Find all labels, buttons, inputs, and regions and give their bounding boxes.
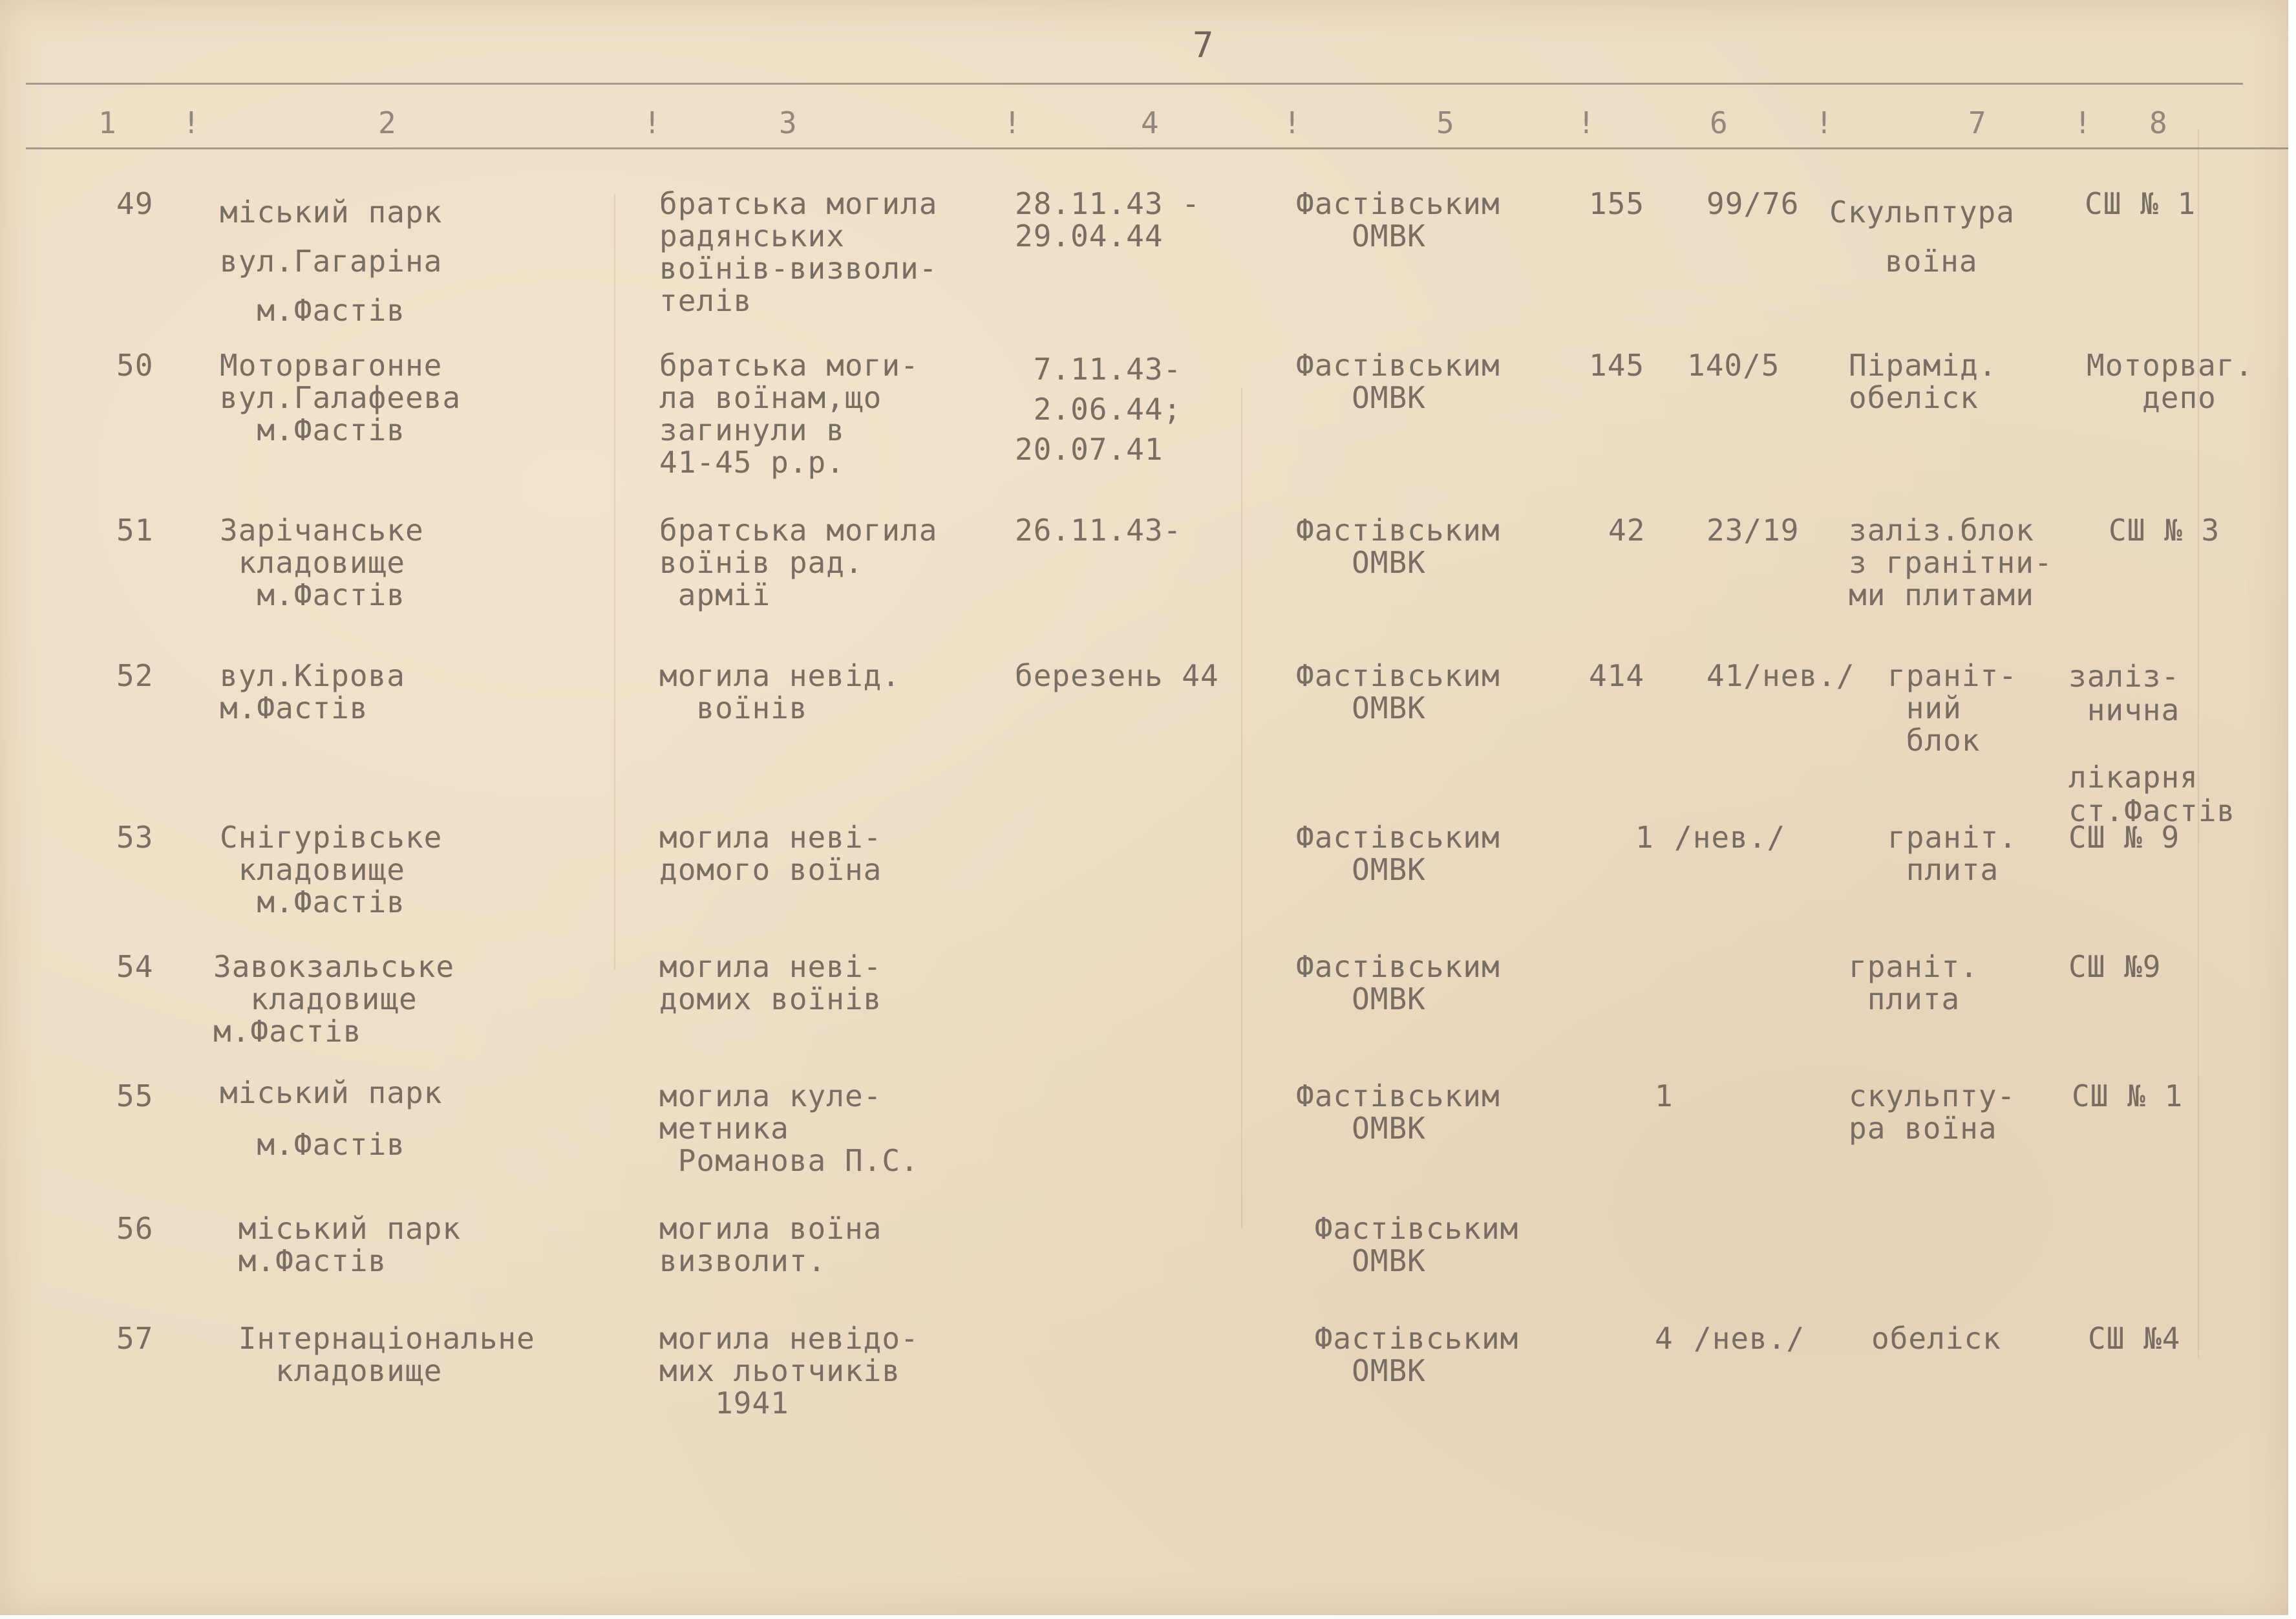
row-57-known: /нев./	[1694, 1321, 1805, 1356]
row-55-buried: 1	[1655, 1078, 1674, 1113]
row-55-monument: скульпту- ра воїна	[1849, 1078, 2016, 1146]
row-50-type: братська моги- ла воїнам,що загинули в 41-45 р.р.	[659, 348, 919, 480]
row-52-buried: 414	[1589, 658, 1645, 693]
row-55-place: міський парк м.Фастів	[220, 1075, 443, 1162]
row-50-caretaker: Моторваг. депо	[2087, 348, 2254, 415]
header-col-2: 2	[378, 105, 397, 140]
row-51-buried: 42	[1608, 513, 1646, 548]
row-51-org: Фастівським ОМВК	[1296, 513, 1500, 580]
header-sep-5: !	[1577, 105, 1596, 140]
row-56-org: Фастівським ОМВК	[1314, 1211, 1519, 1278]
row-53-known: /нев./	[1674, 820, 1786, 855]
row-55-caretaker: СШ № 1	[2072, 1078, 2184, 1113]
row-50-monument: Пірамід. обеліск	[1849, 348, 1997, 415]
header-col-7: 7	[1968, 105, 1987, 140]
row-49-monument: Скульптура воїна	[1829, 195, 2015, 279]
header-col-4: 4	[1141, 105, 1160, 140]
row-54-caretaker: СШ №9	[2068, 949, 2162, 984]
header-col-8: 8	[2149, 105, 2168, 140]
row-55-type: могила куле- метника Романова П.С.	[659, 1078, 919, 1178]
paper-fold-mark	[1241, 388, 1242, 1228]
row-51-number: 51	[116, 513, 154, 548]
header-col-3: 3	[779, 105, 798, 140]
row-53-monument: граніт. плита	[1887, 820, 2017, 887]
row-52-date: березень 44	[1015, 658, 1219, 693]
row-53-place: Снігурівське кладовище м.Фастів	[220, 820, 443, 919]
row-50-number: 50	[116, 348, 154, 383]
row-56-number: 56	[116, 1211, 154, 1246]
row-51-type: братська могила воїнів рад. армії	[659, 513, 938, 612]
row-49-place: міський парк вул.Гагаріна м.Фастів	[220, 195, 443, 328]
row-49-date: 28.11.43 - 29.04.44	[1015, 186, 1200, 253]
row-57-place: Інтернаціональне кладовище	[238, 1321, 535, 1388]
row-52-known: 41/нев./	[1706, 658, 1855, 693]
header-col-1: 1	[98, 105, 117, 140]
row-50-buried: 145	[1589, 348, 1645, 383]
page-number: 7	[1193, 25, 1214, 65]
row-55-number: 55	[116, 1078, 154, 1113]
row-52-number: 52	[116, 658, 154, 693]
row-49-buried: 155	[1589, 186, 1645, 221]
row-53-org: Фастівським ОМВК	[1296, 820, 1500, 887]
row-49-known: 99/76	[1706, 186, 1800, 221]
row-54-place: Завокзальське кладовище м.Фастів	[213, 949, 455, 1049]
row-51-place: Зарічанське кладовище м.Фастів	[220, 513, 424, 612]
header-sep-1: !	[182, 105, 201, 140]
row-49-number: 49	[116, 186, 154, 221]
row-49-type: братська могила радянських воїнів-визволи- телів	[659, 186, 938, 318]
header-sep-2: !	[643, 105, 662, 140]
row-52-org: Фастівським ОМВК	[1296, 658, 1500, 725]
header-bottom-rule	[26, 147, 2288, 149]
header-sep-6: !	[1815, 105, 1834, 140]
row-57-buried: 4	[1655, 1321, 1674, 1356]
row-51-caretaker: СШ № 3	[2109, 513, 2220, 548]
row-57-caretaker: СШ №4	[2088, 1321, 2181, 1356]
row-50-org: Фастівським ОМВК	[1296, 348, 1500, 415]
row-57-type: могила невідо- мих льотчиків 1941	[659, 1321, 919, 1421]
row-53-type: могила неві- домого воїна	[659, 820, 882, 887]
row-51-date: 26.11.43-	[1015, 513, 1182, 548]
row-53-caretaker: СШ № 9	[2068, 820, 2180, 855]
row-54-number: 54	[116, 949, 154, 984]
row-56-type: могила воїна визволит.	[659, 1211, 882, 1278]
row-52-caretaker: заліз- нична лікарня ст.Фастів	[2068, 659, 2236, 828]
row-53-buried: 1	[1635, 820, 1654, 855]
row-54-type: могила неві- домих воїнів	[659, 949, 882, 1016]
row-52-type: могила невід. воїнів	[659, 658, 901, 725]
paper-fold-mark	[614, 194, 615, 970]
row-57-org: Фастівським ОМВК	[1314, 1321, 1519, 1388]
header-sep-3: !	[1003, 105, 1022, 140]
header-sep-4: !	[1283, 105, 1302, 140]
row-50-date: 7.11.43- 2.06.44; 20.07.41	[1015, 352, 1182, 467]
row-50-place: Моторвагонне вул.Галафеева м.Фастів	[220, 348, 462, 447]
row-57-monument: обеліск	[1871, 1321, 2001, 1356]
row-51-known: 23/19	[1706, 513, 1800, 548]
row-52-place: вул.Кірова м.Фастів	[220, 658, 405, 725]
row-57-number: 57	[116, 1321, 154, 1356]
row-51-monument: заліз.блок з гранітни- ми плитами	[1849, 513, 2053, 612]
header-sep-7: !	[2074, 105, 2092, 140]
row-52-monument: граніт- ний блок	[1887, 658, 2017, 758]
row-55-org: Фастівським ОМВК	[1296, 1078, 1500, 1146]
header-col-6: 6	[1710, 105, 1728, 140]
row-53-number: 53	[116, 820, 154, 855]
row-54-org: Фастівським ОМВК	[1296, 949, 1500, 1016]
row-49-org: Фастівським ОМВК	[1296, 186, 1500, 253]
header-top-rule	[26, 83, 2243, 85]
row-54-monument: граніт. плита	[1849, 949, 1979, 1016]
row-49-caretaker: СШ № 1	[2085, 186, 2196, 221]
header-col-5: 5	[1436, 105, 1455, 140]
row-56-place: міський парк м.Фастів	[238, 1211, 462, 1278]
row-50-known: 140/5	[1687, 348, 1780, 383]
